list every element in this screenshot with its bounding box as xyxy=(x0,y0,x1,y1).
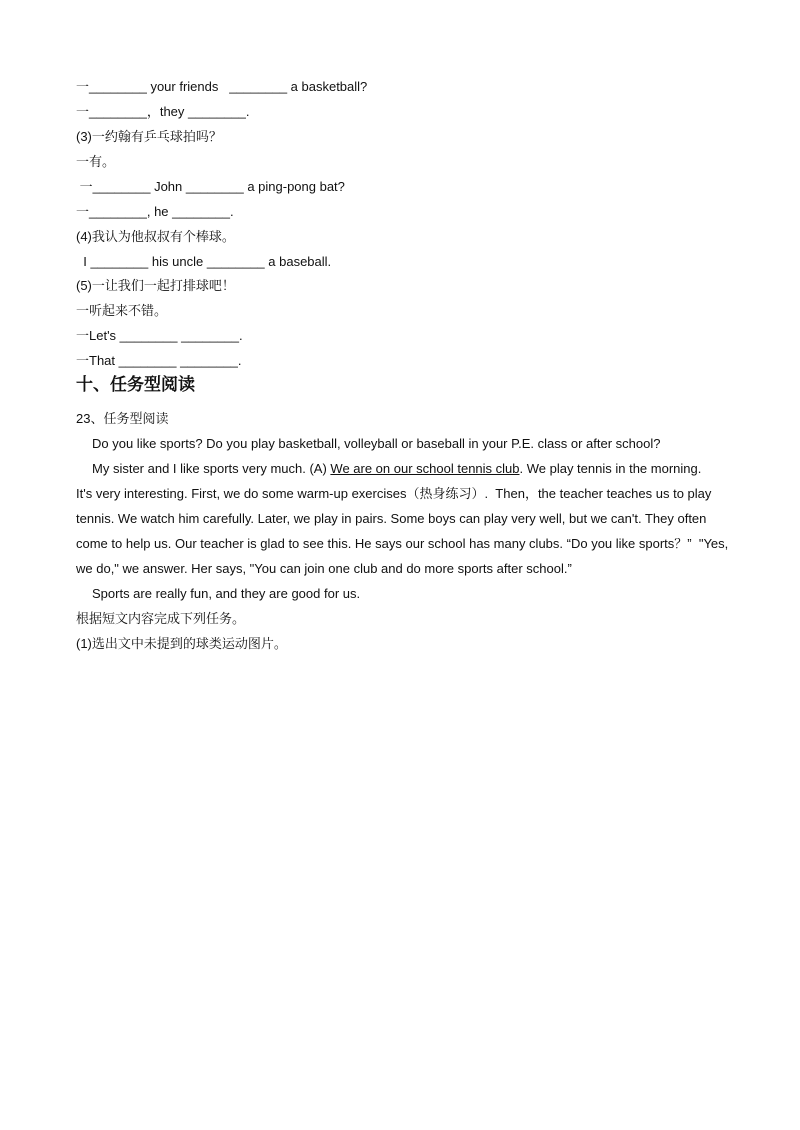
passage-line: come to help us. Our teacher is glad to see this. He says our school has many clubs. “Do you like sports？” "Yes, xyxy=(76,536,729,551)
passage-line: Do you like sports? Do you play basketball, volleyball or baseball in your P.E. class or after school? xyxy=(92,436,661,451)
passage-text: My sister and I like sports very much. (A) xyxy=(92,461,331,476)
exercise-line: 一有。 xyxy=(76,154,116,169)
underlined-sentence-a: We are on our school tennis club xyxy=(330,461,520,476)
passage-line xyxy=(92,460,701,478)
passage-text: . We play tennis in the morning. xyxy=(519,461,702,476)
passage-line: It's very interesting. First, we do some warm-up exercises（热身练习）. Then，the teacher teaches us to play xyxy=(76,486,712,501)
exercise-line: (5)一让我们一起打排球吧！ xyxy=(76,278,235,293)
exercise-line: 一________, he ________. xyxy=(76,204,234,219)
passage-line: we do," we answer. Her says, "You can join one club and do more sports after school.” xyxy=(76,561,572,576)
exercise-line: 一________，they ________. xyxy=(76,104,250,119)
exercise-line: 一That ________ ________. xyxy=(76,353,242,368)
passage-line: Sports are really fun, and they are good for us. xyxy=(92,586,361,601)
exercise-line: (4)我认为他叔叔有个棒球。 xyxy=(76,229,235,244)
instruction: 根据短文内容完成下列任务。 xyxy=(76,611,246,626)
exercise-line: 一________ John ________ a ping-pong bat? xyxy=(76,179,345,194)
question-label: 23、任务型阅读 xyxy=(76,411,169,426)
task-1: (1)选出文中未提到的球类运动图片。 xyxy=(76,636,287,651)
passage-line: tennis. We watch him carefully. Later, we play in pairs. Some boys can play very well, but we can't. They often xyxy=(76,511,707,526)
section-heading: 十、任务型阅读 xyxy=(76,375,195,394)
exercise-line: 一听起来不错。 xyxy=(76,303,168,318)
exercise-line: I ________ his uncle ________ a baseball. xyxy=(76,254,332,269)
exercise-line: (3)一约翰有乒乓球拍吗？ xyxy=(76,129,222,144)
exercise-line: 一Let's ________ ________. xyxy=(76,328,243,343)
exercise-line: 一________ your friends ________ a basketball? xyxy=(76,79,368,94)
